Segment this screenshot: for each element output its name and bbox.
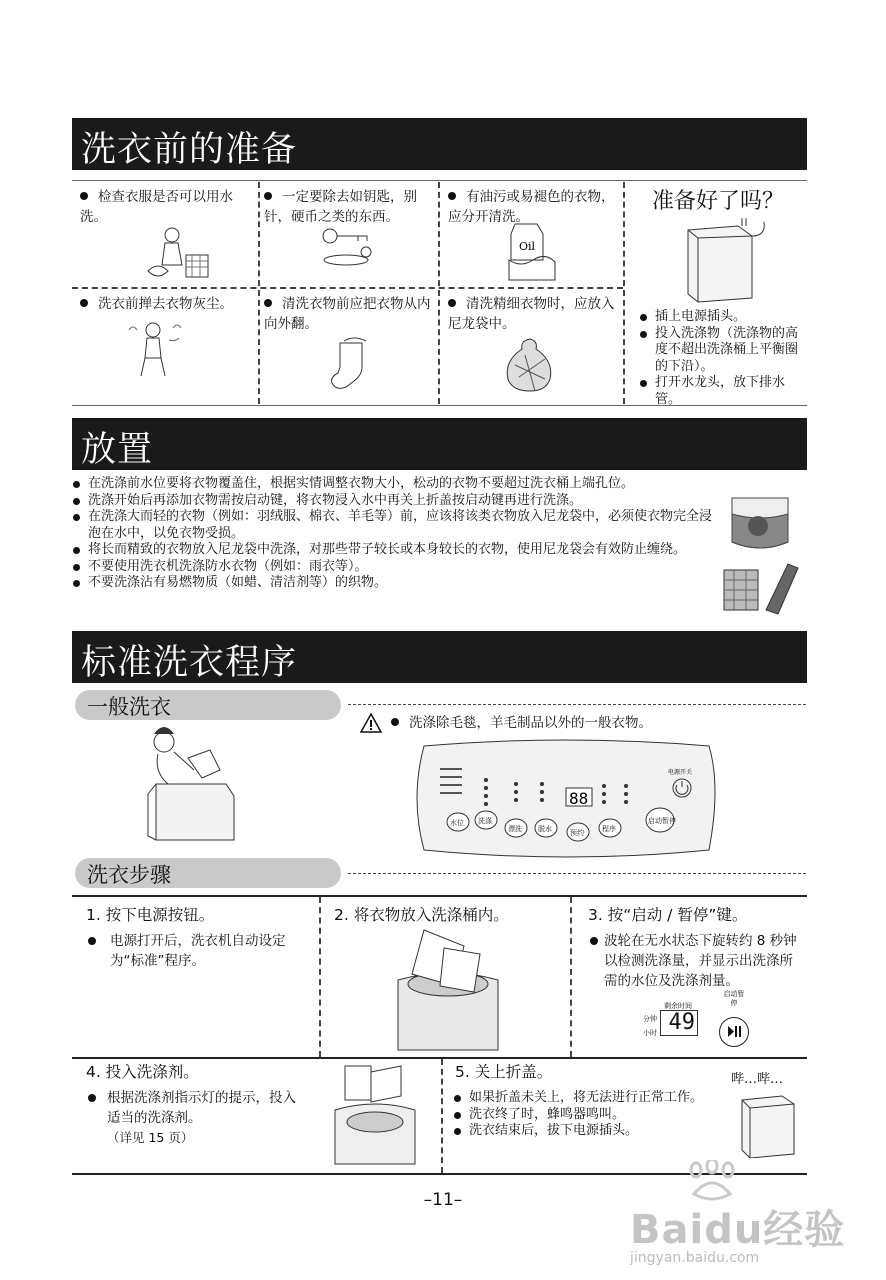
- divider: [319, 897, 321, 1057]
- nylon-bag-illustration: [505, 335, 555, 393]
- beep-text: 哔…哔…: [731, 1072, 784, 1087]
- divider: [72, 1057, 807, 1059]
- divider: [441, 1059, 443, 1173]
- placement-item: 将长而精致的衣物放入尼龙袋中洗涤，对那些带子较长或本身较长的衣物，使用尼龙袋会有效防止缠绕。: [73, 542, 713, 559]
- remaining-time-label: 剩余时间: [664, 1002, 692, 1010]
- shaking-clothes-illustration: [125, 320, 185, 378]
- divider: [570, 897, 572, 1057]
- section-header-placement: [72, 418, 807, 470]
- svg-text:水位: 水位: [450, 819, 464, 827]
- svg-text:脱水: 脱水: [538, 825, 552, 833]
- nylon-bags-illustration: [722, 558, 800, 616]
- step-5-list: [454, 1090, 739, 1140]
- woman-loading-washer-illustration: [128, 722, 244, 844]
- hours-label: 小时: [643, 1029, 657, 1037]
- watermark-url: jingyan.baidu.com: [630, 1250, 760, 1266]
- svg-text:漂洗: 漂洗: [508, 825, 522, 833]
- prep-item-turn-inside-out: 清洗衣物前应把衣物从内向外翻。: [264, 296, 431, 332]
- watermark-brand: Baidu经验: [630, 1207, 846, 1253]
- svg-text:洗涤: 洗涤: [478, 817, 492, 825]
- step-5-item: 洗衣结束后，拔下电源插头。: [454, 1123, 739, 1140]
- page-number: –11–: [423, 1190, 463, 1210]
- svg-text:电源开关: 电源开关: [668, 769, 693, 776]
- step-5: [455, 1062, 735, 1088]
- step-text: 根据洗涤剂指示灯的提示，投入适当的洗涤剂。: [86, 1088, 306, 1128]
- divider: [258, 182, 260, 404]
- warning-icon: [359, 712, 383, 734]
- prep-item-shake-dust: 洗衣前掸去衣物灰尘。: [80, 294, 252, 314]
- prep-item-separate-stained: 有油污或易褪色的衣物，应分开清洗。: [448, 189, 615, 225]
- placement-item: 不要使用洗衣机洗涤防水衣物（例如：雨衣等）。: [73, 559, 713, 576]
- washer-closed-lid-illustration: [738, 1090, 798, 1158]
- minutes-label: 分钟: [643, 1015, 657, 1023]
- step-text: 电源打开后，洗衣机自动设定为“标准”程序。: [86, 931, 311, 971]
- divider: [438, 182, 440, 404]
- prep-item-remove-objects: 一定要除去如钥匙，别针，硬币之类的东西。: [264, 189, 417, 225]
- placement-item: 在洗涤前水位要将衣物覆盖住，根据实情调整衣物大小，松动的衣物不要超过洗衣桶上端孔位。: [73, 476, 713, 493]
- section-title: 标准洗衣程序: [81, 643, 298, 683]
- ready-item: 插上电源插头。: [640, 309, 806, 326]
- adding-detergent-illustration: [325, 1062, 421, 1166]
- section-title: 放置: [81, 430, 154, 470]
- placement-list: [73, 476, 713, 592]
- svg-text:预约: 预约: [570, 829, 584, 837]
- step-4: [86, 1062, 306, 1148]
- divider: [72, 895, 807, 897]
- step-3: [588, 905, 803, 991]
- play-pause-icon: [720, 1018, 747, 1045]
- step-title: 2. 将衣物放入洗涤桶内。: [334, 906, 509, 924]
- placement-item: 不要洗涤沾有易燃物质（如蜡、清洁剂等）的织物。: [73, 575, 713, 592]
- section-header-preparation: [72, 118, 807, 170]
- ready-checklist: [640, 309, 806, 408]
- clothes-into-drum-illustration: [394, 928, 504, 1052]
- step-5-item: 洗衣终了时，蜂鸣器鸣叫。: [454, 1107, 739, 1124]
- subsection-general-wash: 一般洗衣: [75, 690, 341, 720]
- washer-ready-illustration: [680, 212, 770, 304]
- section-header-standard-procedure: [72, 631, 807, 683]
- time-display: 49: [660, 1010, 698, 1036]
- prep-item-nylon-bag: 清洗精细衣物时，应放入尼龙袋中。: [448, 296, 615, 332]
- divider: [348, 873, 806, 874]
- divider: [623, 182, 625, 404]
- step-5-item: 如果折盖未关上，将无法进行正常工作。: [454, 1090, 739, 1107]
- person-with-laundry-illustration: [140, 225, 215, 283]
- divider: [348, 704, 806, 705]
- subsection-wash-steps: 洗衣步骤: [75, 858, 341, 888]
- section-title: 洗衣前的准备: [81, 130, 298, 170]
- ready-title: 准备好了吗？: [652, 189, 785, 214]
- baidu-jingyan-watermark: [630, 1160, 880, 1270]
- step-1: [86, 905, 311, 971]
- step-title: 5. 关上折盖。: [455, 1063, 553, 1081]
- step-title: 1. 按下电源按钮。: [86, 906, 215, 924]
- oil-stained-clothes-illustration: [505, 222, 557, 282]
- svg-text:Oil: Oil: [519, 240, 536, 253]
- divider: [72, 180, 807, 181]
- step-title: 4. 投入洗涤剂。: [86, 1063, 199, 1081]
- keys-and-pins-illustration: [318, 226, 380, 274]
- step-text: 波轮在无水状态下旋转约 8 秒钟以检测洗涤量，并显示出洗涤所需的水位及洗涤剂量。: [588, 931, 803, 991]
- ready-item: 打开水龙头，放下排水管。: [640, 375, 806, 408]
- sock-illustration: [330, 335, 378, 391]
- prep-item-check-washable: 检查衣服是否可以用水洗。: [80, 189, 233, 225]
- placement-item: 在洗涤大而轻的衣物（例如：羽绒服、棉衣、羊毛等）前，应该将该类衣物放入尼龙袋中，必须使衣物完全浸泡在水中，以免衣物受损。: [73, 509, 713, 542]
- start-pause-label: 启动暂停: [723, 990, 745, 1007]
- ready-item: 投入洗涤物（洗涤物的高度不超出洗涤桶上平衡圈的下沿）。: [640, 326, 806, 376]
- start-pause-button[interactable]: [719, 1017, 749, 1047]
- step-title: 3. 按“启动 / 暂停”键。: [588, 906, 748, 924]
- clothes-in-water-illustration: [728, 488, 792, 550]
- svg-text:启动暂停: 启动暂停: [648, 817, 676, 825]
- placement-item: 洗涤开始后再添加衣物需按启动键，将衣物浸入水中再关上折盖按启动键再进行洗涤。: [73, 493, 713, 510]
- svg-text:88: 88: [569, 789, 589, 808]
- divider: [72, 287, 623, 289]
- control-panel-illustration: [404, 738, 720, 862]
- general-wash-note: 洗涤除毛毯，羊毛制品以外的一般衣物。: [391, 713, 791, 733]
- step-reference: （详见 15 页）: [107, 1130, 194, 1145]
- svg-text:程序: 程序: [602, 825, 616, 833]
